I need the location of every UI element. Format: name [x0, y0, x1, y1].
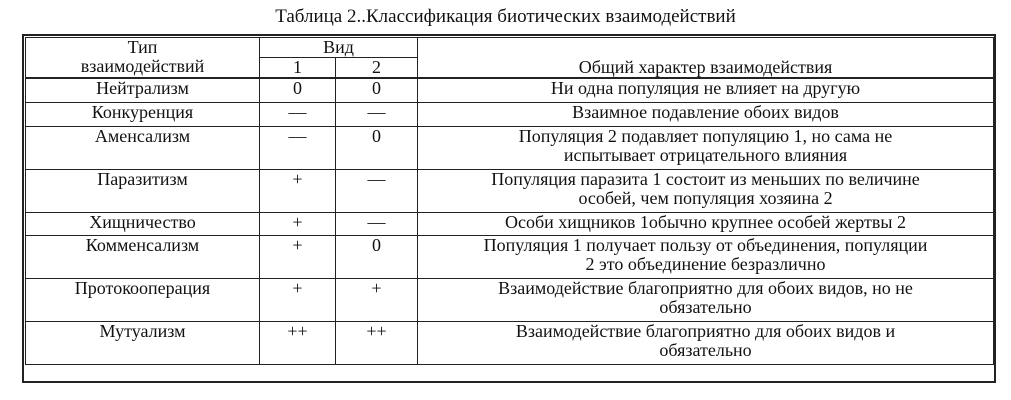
species-1-effect-cell: + — [260, 278, 336, 321]
header-species-2: 2 — [336, 58, 418, 79]
table-row — [26, 126, 994, 169]
species-1-effect-cell: — — [260, 126, 336, 169]
interaction-type-cell: Нейтрализм — [26, 78, 260, 102]
general-character-cell — [418, 212, 994, 235]
interaction-type-cell: Хищничество — [26, 212, 260, 235]
species-2-effect-cell: — — [336, 102, 418, 126]
species-2-effect-cell: — — [336, 212, 418, 235]
description-line-2: 2 это объединение безразлично — [585, 253, 826, 274]
interaction-type-cell: Конкуренция — [26, 102, 260, 126]
species-2-effect-cell: 0 — [336, 78, 418, 102]
header-type — [26, 38, 260, 79]
table-row — [26, 278, 994, 321]
description-line-1: Ни одна популяция не влияет на другую — [550, 78, 861, 98]
header-type-line2: взаимодействий — [80, 56, 205, 76]
description-line-2: испытывает отрицательного влияния — [563, 144, 848, 165]
table-row — [26, 169, 994, 212]
description-line-1: Популяция 2 подавляет популяцию 1, но сама не — [518, 126, 893, 146]
general-character-cell — [418, 102, 994, 126]
general-character-cell — [418, 321, 994, 364]
description-line-2: обязательно — [659, 339, 752, 360]
species-2-effect-cell: 0 — [336, 126, 418, 169]
general-character-cell — [418, 126, 994, 169]
table-row — [26, 102, 994, 126]
general-character-cell — [418, 235, 994, 278]
species-1-effect-cell: 0 — [260, 78, 336, 102]
species-2-effect-cell: ++ — [336, 321, 418, 364]
interaction-type-cell: Паразитизм — [26, 169, 260, 212]
description-line-2: обязательно — [659, 296, 752, 317]
general-character-cell — [418, 78, 994, 102]
header-species-1: 1 — [260, 58, 336, 79]
species-1-effect-cell: + — [260, 169, 336, 212]
species-1-effect-cell: + — [260, 212, 336, 235]
species-1-effect-cell: — — [260, 102, 336, 126]
description-line-1: Особи хищников 1обычно крупнее особей жертвы 2 — [505, 212, 906, 232]
interaction-type-cell: Аменсализм — [26, 126, 260, 169]
interactions-table — [25, 37, 994, 365]
interaction-type-cell: Мутуализм — [26, 321, 260, 364]
description-line-1: Взаимодействие благоприятно для обоих видов и — [515, 321, 896, 341]
table-row — [26, 78, 994, 102]
species-1-effect-cell: ++ — [260, 321, 336, 364]
description-line-1: Взаимодействие благоприятно для обоих видов, но не — [498, 278, 913, 298]
species-2-effect-cell: — — [336, 169, 418, 212]
table-row — [26, 212, 994, 235]
table-row — [26, 321, 994, 364]
species-1-effect-cell: + — [260, 235, 336, 278]
species-2-effect-cell: 0 — [336, 235, 418, 278]
header-type-line1: Тип — [127, 37, 158, 57]
interaction-type-cell: Протокооперация — [26, 278, 260, 321]
description-line-2: особей, чем популяция хозяина 2 — [578, 187, 833, 208]
description-line-1: Популяция паразита 1 состоит из меньших по величине — [491, 169, 920, 189]
description-line-1: Взаимное подавление обоих видов — [572, 102, 839, 122]
interaction-type-cell: Комменсализм — [26, 235, 260, 278]
header-kind: Вид — [260, 38, 418, 58]
table-row — [26, 235, 994, 278]
general-character-cell — [418, 169, 994, 212]
description-line-1: Популяция 1 получает пользу от объединения, популяции — [483, 235, 928, 255]
header-general: Общий характер взаимодействия — [418, 38, 994, 79]
table-title: Таблица 2..Классификация биотических взаимодействий — [275, 6, 736, 27]
species-2-effect-cell: + — [336, 278, 418, 321]
general-character-cell — [418, 278, 994, 321]
